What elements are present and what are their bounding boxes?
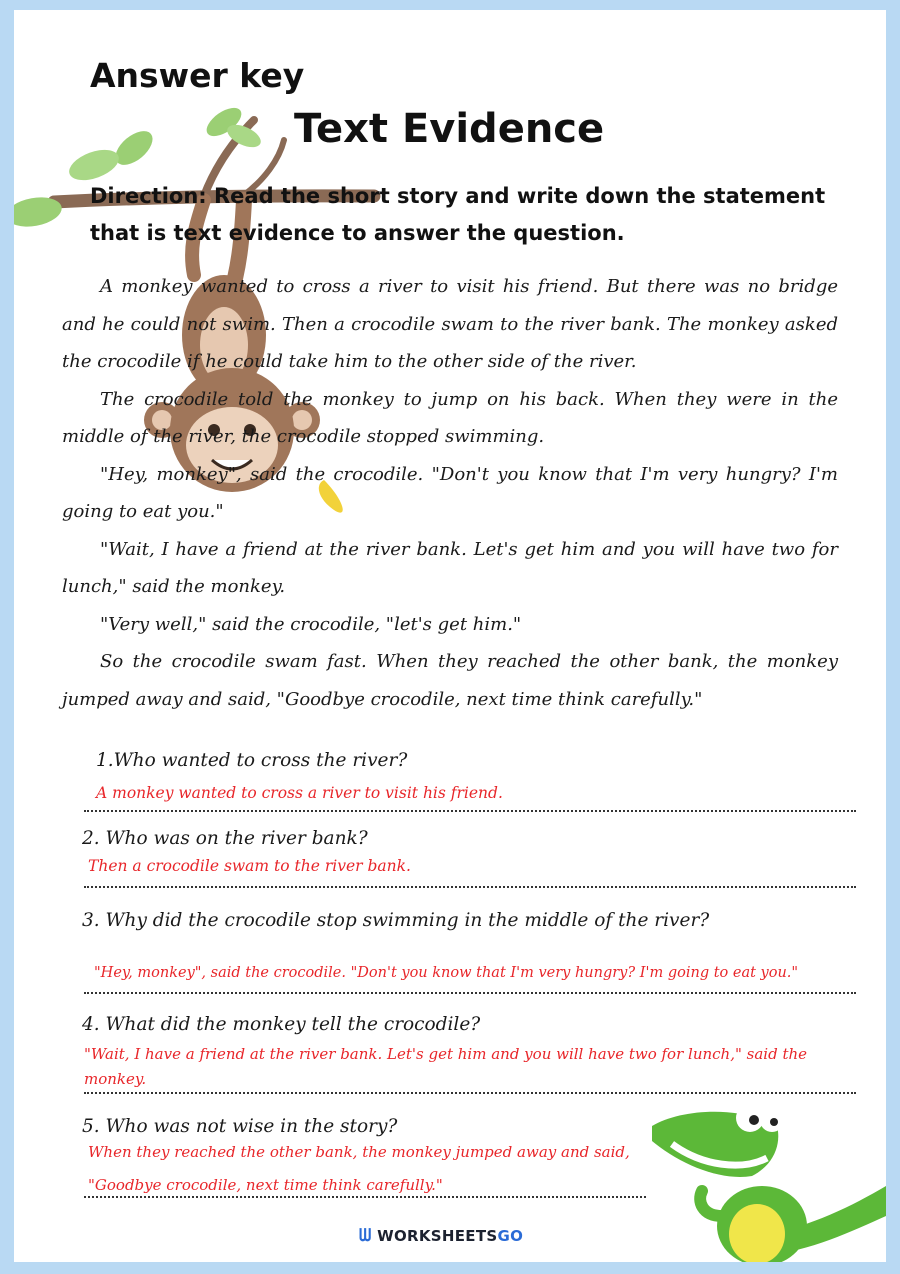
answer-3: "Hey, monkey", said the crocodile. "Don't you know that I'm very hungry? I'm going to eat you." (94, 965, 799, 981)
answer-line (84, 886, 856, 888)
answer-4-line-2: monkey. (84, 1070, 147, 1088)
answer-4-line-1: "Wait, I have a friend at the river bank. Let's get him and you will have two for lunch," said the (84, 1045, 808, 1063)
question-5: 5. Who was not wise in the story? (82, 1116, 398, 1137)
story-text (62, 268, 838, 718)
answer-5-line-2: "Goodbye crocodile, next time think carefully." (88, 1176, 443, 1194)
story-paragraph: So the crocodile swam fast. When they reached the other bank, the monkey jumped away and said, "Goodbye crocodile, next time think carefully." (62, 651, 838, 710)
answer-key-label: Answer key (90, 56, 305, 95)
question-3: 3. Why did the crocodile stop swimming in the middle of the river? (82, 910, 710, 931)
story-paragraph: "Hey, monkey", said the crocodile. "Don't you know that I'm very hungry? I'm going to eat you." (62, 463, 838, 522)
answer-line (84, 1092, 856, 1094)
answer-line (84, 1196, 646, 1198)
question-1: 1.Who wanted to cross the river? (96, 750, 408, 771)
answer-line (84, 810, 856, 812)
crocodile-illustration (642, 1096, 886, 1262)
story-paragraph: "Very well," said the crocodile, "let's get him." (100, 613, 522, 635)
page-title: Text Evidence (294, 106, 605, 152)
crocodile-belly (729, 1204, 785, 1262)
story-paragraph: The crocodile told the monkey to jump on his back. When they were in the middle of the river, the crocodile stopped swimming. (62, 388, 838, 447)
crocodile-arm (700, 1191, 722, 1216)
answer-1: A monkey wanted to cross a river to visit his friend. (96, 784, 503, 802)
direction-text: Direction: Read the short story and write down the statement that is text evidence to answer the question. (90, 184, 826, 245)
answer-5-line-1: When they reached the other bank, the monkey jumped away and said, (88, 1143, 630, 1161)
worksheet-page (14, 10, 886, 1262)
story-paragraph: "Wait, I have a friend at the river bank. Let's get him and you will have two for lunch," said the monkey. (62, 538, 838, 597)
answer-line (84, 992, 856, 994)
logo-w-icon: ᗯ (359, 1226, 372, 1246)
question-4: 4. What did the monkey tell the crocodile? (82, 1014, 481, 1035)
question-2: 2. Who was on the river bank? (82, 828, 368, 849)
story-paragraph: A monkey wanted to cross a river to visit his friend. But there was no bridge and he could not swim. Then a crocodile swam to the river bank. The monkey asked the crocodile if he could take him to the other side of the river. (62, 276, 838, 372)
brand-name: WORKSHEETS (377, 1227, 498, 1245)
brand-logo (359, 1226, 523, 1246)
answer-2: Then a crocodile swam to the river bank. (88, 857, 411, 875)
brand-name-accent: GO (497, 1227, 524, 1245)
